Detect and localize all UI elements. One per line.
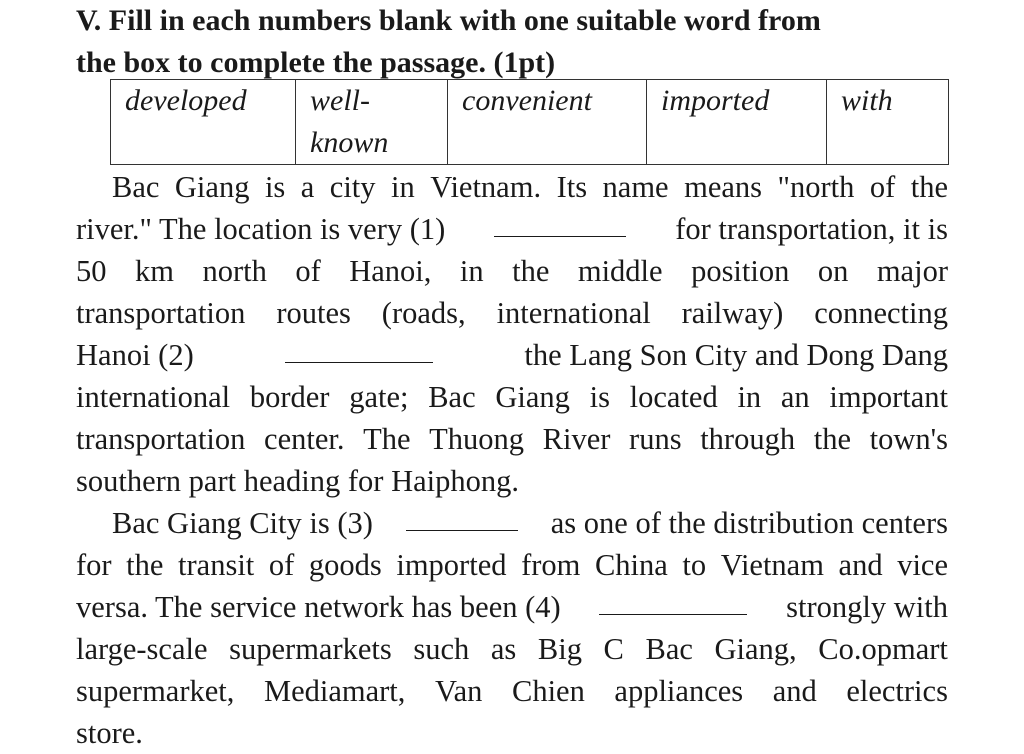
word: important <box>829 380 948 414</box>
exercise-heading <box>76 0 976 84</box>
word-box-cell-imported: imported <box>647 80 827 165</box>
word: and <box>838 548 883 582</box>
word: in <box>459 254 484 288</box>
word: name <box>602 170 669 204</box>
p2-line-4 <box>76 628 948 670</box>
p2-line-3 <box>76 586 948 628</box>
word: goods <box>308 548 382 582</box>
word: Mediamart, <box>263 674 406 708</box>
word: railway) <box>681 296 784 330</box>
word: of <box>869 170 896 204</box>
word: (roads, <box>381 296 466 330</box>
word: China <box>594 548 668 582</box>
word: position <box>691 254 790 288</box>
word: Thuong <box>429 422 525 456</box>
word-well-part2: known <box>310 126 389 159</box>
word-box-cell-developed: developed <box>111 80 296 165</box>
word: The <box>363 422 411 456</box>
word: of <box>295 254 321 288</box>
word: electrics <box>846 674 948 708</box>
word: Giang, <box>714 632 797 666</box>
word: on <box>817 254 849 288</box>
word-well-part1: well- <box>310 84 370 117</box>
word: is <box>264 170 286 204</box>
p2-line-6: store. <box>76 716 143 750</box>
word: vice <box>897 548 948 582</box>
word: in <box>391 170 415 204</box>
word: Bac <box>112 170 160 204</box>
p1-line-1 <box>76 166 948 208</box>
p1-line-4 <box>76 292 948 334</box>
word: international <box>496 296 651 330</box>
word: Co.opmart <box>818 632 948 666</box>
word: Vietnam <box>720 548 824 582</box>
word: through <box>700 422 796 456</box>
word: international <box>76 380 231 414</box>
word: appliances <box>614 674 744 708</box>
word: the <box>512 254 550 288</box>
blank-3 <box>406 502 518 531</box>
p1-line-5-after-blank: the Lang Son City and Dong Dang <box>524 338 948 372</box>
word: and <box>772 674 817 708</box>
reading-passage <box>76 166 948 754</box>
word: major <box>876 254 948 288</box>
word: for <box>76 548 112 582</box>
p1-line-2-after-blank: for transportation, it is <box>675 212 948 246</box>
p1-line-5-before-blank: Hanoi (2) <box>76 338 194 372</box>
word: city <box>329 170 376 204</box>
word: Giang <box>174 170 250 204</box>
word-box-cell-with: with <box>827 80 949 165</box>
word: Bac <box>645 632 693 666</box>
word: the <box>910 170 948 204</box>
blank-1 <box>494 208 626 237</box>
word: from <box>521 548 581 582</box>
word: C <box>603 632 624 666</box>
heading-line-1: V. Fill in each numbers blank with one suitable word from <box>76 4 821 37</box>
word: Chien <box>511 674 585 708</box>
word: Bac <box>428 380 476 414</box>
word-box <box>110 79 949 165</box>
p2-line-1-before-blank: Bac Giang City is (3) <box>112 506 373 540</box>
word-box-cell-well-known <box>296 80 448 165</box>
p1-line-2-before-blank: river." The location is very (1) <box>76 212 446 246</box>
p2-line-3-after-blank: strongly with <box>786 590 948 624</box>
word: transportation <box>76 296 246 330</box>
word: supermarket, <box>76 674 235 708</box>
word: transit <box>178 548 255 582</box>
word: the <box>813 422 851 456</box>
p2-line-1-after-blank: as one of the distribution centers <box>550 506 948 540</box>
word: middle <box>577 254 663 288</box>
p2-line-1 <box>76 502 948 544</box>
word: of <box>268 548 295 582</box>
word: to <box>682 548 707 582</box>
word: town's <box>869 422 948 456</box>
word: Vietnam. <box>430 170 542 204</box>
word: is <box>589 380 610 414</box>
word: "north <box>777 170 855 204</box>
word: gate; <box>349 380 409 414</box>
word: km <box>134 254 174 288</box>
p1-line-5 <box>76 334 948 376</box>
word: located <box>629 380 718 414</box>
word: Hanoi, <box>349 254 432 288</box>
word: River <box>542 422 611 456</box>
word: 50 <box>76 254 107 288</box>
p1-line-8: southern part heading for Haiphong. <box>76 464 519 498</box>
word: north <box>202 254 267 288</box>
word: supermarkets <box>229 632 392 666</box>
p2-line-5 <box>76 670 948 712</box>
word: means <box>684 170 763 204</box>
word: an <box>780 380 810 414</box>
word: border <box>249 380 330 414</box>
p2-line-2 <box>76 544 948 586</box>
word-box-cell-convenient: convenient <box>448 80 647 165</box>
word: such <box>413 632 470 666</box>
blank-4 <box>599 586 747 615</box>
word: runs <box>629 422 682 456</box>
word: as <box>490 632 517 666</box>
p1-line-2 <box>76 208 948 250</box>
word: in <box>737 380 762 414</box>
word: Its <box>556 170 588 204</box>
p1-line-3 <box>76 250 948 292</box>
word: imported <box>396 548 507 582</box>
blank-2 <box>285 334 433 363</box>
word: routes <box>276 296 351 330</box>
word: center. <box>264 422 345 456</box>
p1-line-6 <box>76 376 948 418</box>
heading-line-2: the box to complete the passage. (1pt) <box>76 46 556 79</box>
p2-line-3-before-blank: versa. The service network has been (4) <box>76 590 561 624</box>
word: large-scale <box>76 632 208 666</box>
word: connecting <box>814 296 948 330</box>
p1-line-7 <box>76 418 948 460</box>
word: Big <box>537 632 582 666</box>
word: a <box>300 170 315 204</box>
word: the <box>126 548 164 582</box>
word: Giang <box>495 380 570 414</box>
word: Van <box>434 674 483 708</box>
word: transportation <box>76 422 246 456</box>
